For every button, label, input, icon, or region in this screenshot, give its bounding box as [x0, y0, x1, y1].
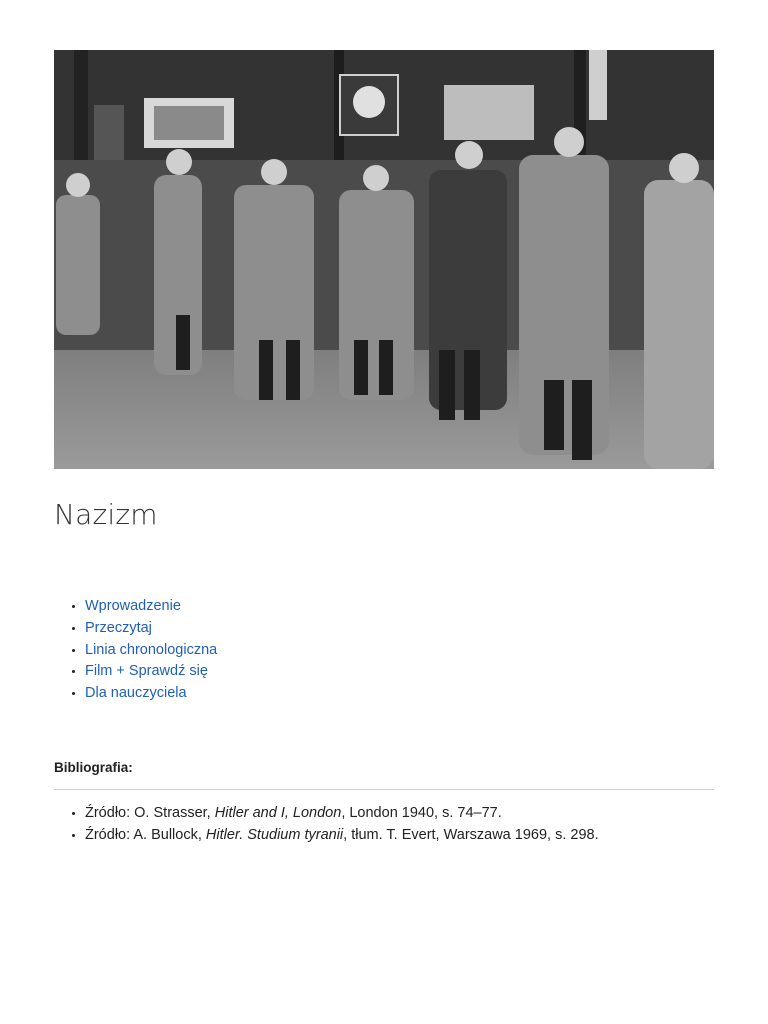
nav-link-dla-nauczyciela[interactable]: Dla nauczyciela: [85, 685, 187, 702]
bibliography-label: Bibliografia:: [54, 760, 133, 775]
bibliography-item-prefix: Źródło: O. Strasser,: [85, 805, 215, 821]
nav-link-przeczytaj[interactable]: Przeczytaj: [85, 619, 152, 636]
bibliography-item-title: Hitler. Studium tyranii: [205, 826, 344, 843]
bibliography-item-prefix: Źródło: A. Bullock,: [85, 826, 206, 843]
nav-link-linia-chronologiczna[interactable]: Linia chronologiczna: [85, 641, 218, 658]
bibliography-item-suffix: , London 1940, s. 74–77.: [341, 805, 502, 821]
bibliography-item-title: Hitler and I, London: [214, 805, 342, 821]
list-item: [85, 683, 217, 705]
nav-link-film-sprawdz-sie[interactable]: Film + Sprawdź się: [85, 663, 208, 680]
list-item: [85, 640, 217, 662]
page-title: Nazizm: [54, 498, 158, 531]
list-item: [85, 661, 217, 683]
bibliography-item: [85, 825, 599, 847]
list-item: [85, 618, 217, 640]
bibliography-item-suffix: , tłum. T. Evert, Warszawa 1969, s. 298.: [343, 826, 599, 843]
list-item: [85, 596, 217, 618]
hero-photo-graphic: [54, 50, 714, 469]
nav-link-wprowadzenie[interactable]: Wprowadzenie: [85, 598, 181, 614]
section-nav: [54, 596, 217, 705]
bibliography-list: [54, 803, 599, 846]
hero-photo: [54, 50, 714, 469]
divider: [54, 789, 714, 790]
bibliography-item: [85, 803, 599, 825]
